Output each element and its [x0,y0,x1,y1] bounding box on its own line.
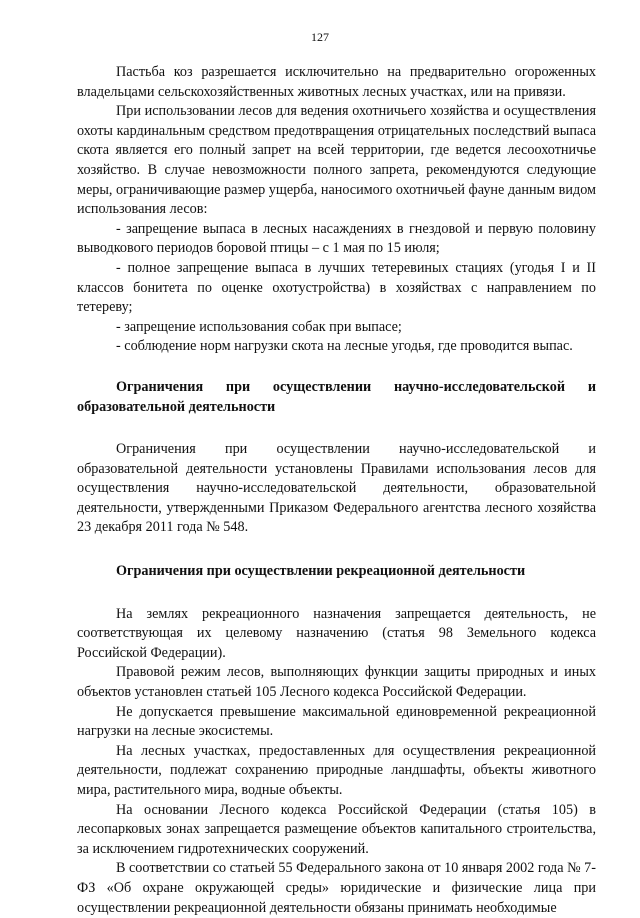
research-section-heading: Ограничения при осуществлении научно-исследовательской и образовательной деятельности [77,378,596,415]
document-body [77,63,596,918]
recreation-paragraph: На основании Лесного кодекса Российской Федерации (статья 105) в лесопарковых зонах запрещается размещение объектов капитального строительства, за исключением гидротехнических сооружений. [77,801,596,857]
grazing-paragraph-1: Пастьба коз разрешается исключительно на предварительно огороженных владельцами сельскохозяйственных животных лесных участках, или на привязи. [77,64,596,100]
recreation-section-heading: Ограничения при осуществлении рекреационной деятельности [116,563,526,580]
grazing-paragraph-2: При использовании лесов для ведения охотничьего хозяйства и осуществления охоты кардинальным средством предотвращения отрицательных последствий выпаса скота является его полный запрет на всей территории, где ведется лесоохотничье хозяйство. В случае невозможности полного запрета, рекомендуются следующие меры, ограничивающие размер ущерба, наносимого охотничьей фауне данным видом использования лесов: [77,103,596,218]
list-item: - запрещение выпаса в лесных насаждениях в гнездовой и первую половину выводкового периодов боровой птицы – с 1 мая по 15 июля; [77,220,596,257]
page-number: 127 [311,30,329,44]
list-item: - запрещение использования собак при выпасе; [116,318,402,335]
research-paragraph: Ограничения при осуществлении научно-исследовательской и образовательной деятельности установлены Правилами использования лесов для осуществления научно-исследовательской деятельности, образовательной деятельности, утвержденными Приказом Федерального агентства лесного хозяйства 23 декабря 2011 года № 548. [77,441,596,536]
recreation-paragraph: В соответствии со статьей 55 Федерального закона от 10 января 2002 года № 7-ФЗ «Об охране окружающей среды» юридические и физические лица при осуществлении рекреационной деятельности обязаны принимать необходимые [77,860,596,916]
recreation-paragraph: На землях рекреационного назначения запрещается деятельность, не соответствующая их целевому назначению (статья 98 Земельного кодекса Российской Федерации). [77,605,596,661]
recreation-paragraph: Не допускается превышение максимальной единовременной рекреационной нагрузки на лесные экосистемы. [77,703,596,740]
list-item: - соблюдение норм нагрузки скота на лесные угодья, где проводится выпас. [116,338,573,355]
list-item: - полное запрещение выпаса в лучших тетеревиных стациях (угодья I и II классов бонитета по оценке охотустройства) в хозяйствах с направлением по тетереву; [77,259,596,316]
recreation-paragraph: Правовой режим лесов, выполняющих функции защиты природных и иных объектов установлен статьей 105 Лесного кодекса Российской Федерации. [77,664,596,701]
recreation-paragraph: На лесных участках, предоставленных для осуществления рекреационной деятельности, подлежат сохранению природные ландшафты, объекты животного мира, растительного мира, водные объекты. [77,742,596,798]
